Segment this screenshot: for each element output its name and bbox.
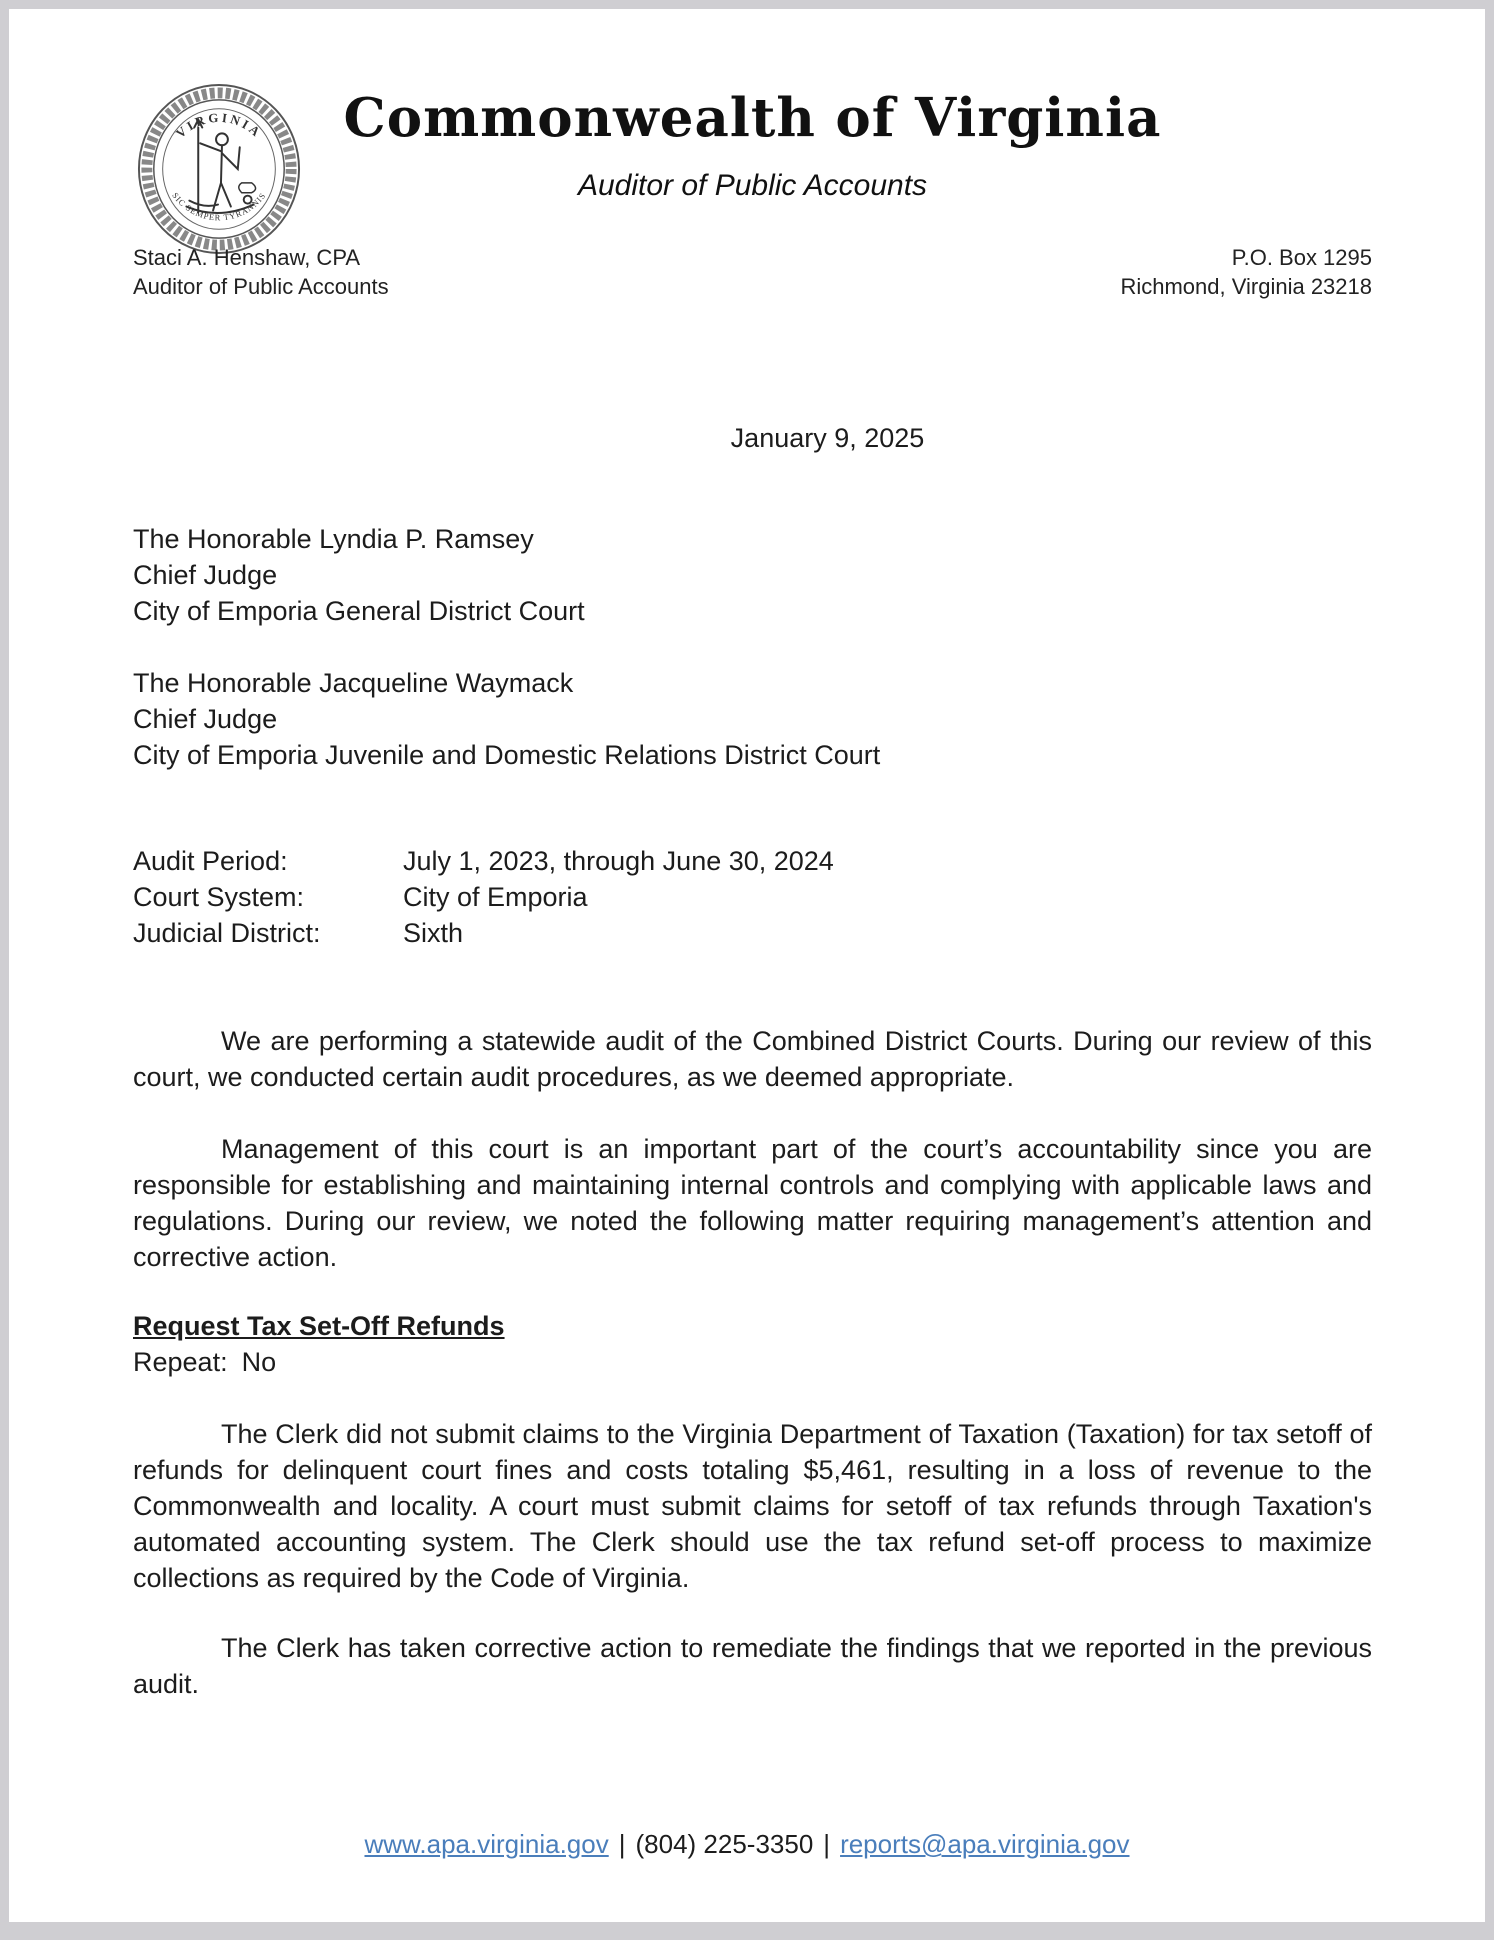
judicial-district-label: Judicial District:	[133, 918, 321, 948]
corrective-action-paragraph: The Clerk has taken corrective action to remediate the findings that we reported in the previous audit.	[133, 1633, 1372, 1699]
phone-number: (804) 225-3350	[635, 1829, 814, 1859]
intro-paragraph: We are performing a statewide audit of the Combined District Courts. During our review of this court, we conducted certain audit procedures, as we deemed appropriate.	[133, 1026, 1372, 1092]
finding-detail-paragraph: The Clerk did not submit claims to the Virginia Department of Taxation (Taxation) for tax setoff of refunds for delinquent court fines and costs totaling $5,461, resulting in a loss of revenue to the Commonwealth and locality. A court must submit claims for setoff of tax refunds through Taxation's automated accounting system. The Clerk should use the tax refund set-off process to maximize collections as required by the Code of Virginia.	[133, 1419, 1372, 1593]
finding-heading: Request Tax Set-Off Refunds	[133, 1311, 505, 1341]
seal-bottom-text: SIC SEMPER TYRANNIS	[170, 191, 268, 223]
recipient-block	[133, 665, 1372, 773]
court-system-label: Court System:	[133, 882, 305, 912]
recipient-block	[133, 521, 1372, 629]
court-system-value: City of Emporia	[403, 882, 588, 912]
brand-block	[133, 89, 1372, 203]
recipient-name: The Honorable Lyndia P. Ramsey	[133, 524, 534, 554]
letterhead	[133, 9, 1372, 301]
audit-detail-row	[133, 843, 1372, 879]
repeat-label: Repeat:	[133, 1347, 228, 1377]
management-paragraph: Management of this court is an important part of the court’s accountability since you are responsible for establishing and maintaining internal controls and complying with applicable laws and regulations. During our review, we noted the following matter requiring management’s attention and corrective action.	[133, 1134, 1372, 1272]
auditor-title: Auditor of Public Accounts	[133, 274, 389, 299]
page-subtitle: Auditor of Public Accounts	[577, 169, 928, 203]
letter-page	[9, 9, 1485, 1922]
recipient-title: Chief Judge	[133, 560, 278, 590]
po-box-line: P.O. Box 1295	[1231, 245, 1372, 270]
website-link[interactable]: www.apa.virginia.gov	[364, 1829, 609, 1859]
recipient-court: City of Emporia General District Court	[133, 596, 585, 626]
audit-period-label: Audit Period:	[133, 846, 288, 876]
seal-top-text: VIRGINIA	[173, 110, 265, 141]
repeat-value: No	[241, 1347, 277, 1377]
auditor-name: Staci A. Henshaw, CPA	[133, 245, 361, 270]
footer-separator: |	[823, 1829, 831, 1859]
footer-separator: |	[618, 1829, 626, 1859]
email-link[interactable]: reports@apa.virginia.gov	[840, 1829, 1130, 1859]
city-state-zip-line: Richmond, Virginia 23218	[1120, 274, 1372, 299]
recipient-court: City of Emporia Juvenile and Domestic Relations District Court	[133, 740, 881, 770]
judicial-district-value: Sixth	[403, 918, 464, 948]
page-title: Commonwealth of Virginia	[343, 87, 1162, 149]
recipient-title: Chief Judge	[133, 704, 278, 734]
letter-footer	[9, 1829, 1485, 1860]
audit-details	[133, 843, 1372, 951]
audit-detail-row	[133, 879, 1372, 915]
office-address-block	[1120, 243, 1372, 301]
letter-date: January 9, 2025	[730, 423, 925, 453]
recipient-name: The Honorable Jacqueline Waymack	[133, 668, 574, 698]
audit-period-value: July 1, 2023, through June 30, 2024	[403, 846, 834, 876]
audit-detail-row	[133, 915, 1372, 951]
repeat-line	[133, 1344, 1372, 1380]
auditor-contact-block	[133, 243, 389, 301]
